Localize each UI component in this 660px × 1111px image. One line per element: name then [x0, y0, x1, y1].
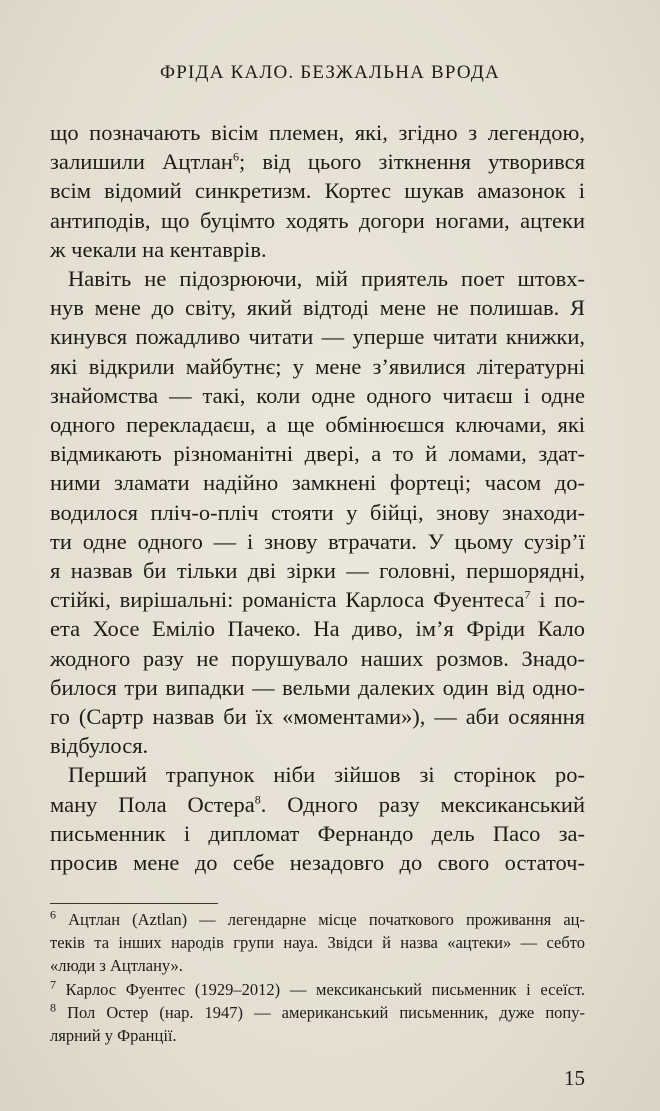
footnote-line: «люди з Ацтлану».: [50, 956, 183, 976]
text-line: Перший трапунок ніби зійшов зі сторінок ро-: [68, 762, 585, 788]
text-line: знайомства — такі, коли одне одного читаєш і одне: [50, 382, 585, 408]
text-line: залишили Ацтлан$^6$; від цього зіткнення утворився: [50, 149, 586, 175]
text-line: го (Сартр назвав би їх «моментами»), — аби осяяння: [50, 704, 585, 730]
footnote-7: [50, 978, 585, 1001]
text-line: ета Хосе Еміліо Пачеко. На диво, ім’я Фріди Кало: [50, 616, 585, 642]
text-line: ними зламати надійно замкнені фортеці; часом до-: [50, 470, 585, 496]
footnotes: [50, 908, 585, 1047]
footnote-line: $^6$ Ацтлан (Aztlan) — легендарне місце початкового проживання ац-: [50, 907, 585, 929]
text-line: ж чекали на кентаврів.: [50, 236, 267, 262]
text-line: відбулося.: [50, 733, 149, 759]
text-line: просив мене до себе незадовго до свого остаточ-: [50, 850, 585, 876]
text-line: всім відомий синкретизм. Кортес шукав амазонок і: [50, 178, 585, 204]
footnote-6: [50, 908, 585, 978]
text-line: антиподів, що буцімто ходять догори ногами, ацтеки: [50, 207, 585, 233]
footnote-8: [50, 1001, 585, 1047]
footnote-divider: [50, 903, 218, 904]
text-line: які відкрили майбутнє; у мене з’явилися літературні: [50, 353, 585, 379]
paragraph-1: [50, 118, 585, 264]
footnote-line: теків та інших народів групи науа. Звідси й назва «ацтеки» — себто: [50, 933, 585, 953]
text-line: відмикають різноманітні двері, а то й ломами, здат-: [50, 441, 585, 467]
footnote-number: 7: [50, 977, 56, 992]
footnote-ref[interactable]: 7: [524, 587, 531, 602]
footnote-ref[interactable]: 6: [232, 149, 239, 164]
text-line: билося три випадки — вельми далеких один від одно-: [50, 674, 585, 700]
text-line: Навіть не підозрюючи, мій приятель поет штовх-: [68, 266, 585, 292]
footnote-number: 8: [50, 1000, 56, 1015]
text-line: що позначають вісім племен, які, згідно з легендою,: [50, 120, 585, 145]
text-line: я назвав би тільки дві зірки — головні, першорядні,: [50, 558, 585, 584]
text-line: ману Пола Остера$^8$. Одного разу мексиканський: [50, 791, 586, 817]
running-head: ФРІДА КАЛО. БЕЗЖАЛЬНА ВРОДА: [160, 62, 500, 83]
text-line: ти одне одного — і знову втрачати. У цьому сузір’ї: [50, 528, 585, 554]
paragraph-3: [50, 760, 585, 877]
text-line: одного перекладаєш, а ще обмінюєшся ключами, які: [50, 412, 585, 438]
text-line: кинувся пожадливо читати — уперше читати книжки,: [50, 324, 585, 350]
text-line: стійкі, вирішальні: романіста Карлоса Фуентеса$^7$ і по-: [50, 587, 585, 613]
text-line: жодного разу не порушувало наших розмов. Знадо-: [50, 645, 585, 671]
page-number: 15: [564, 1066, 585, 1090]
text-line: нув мене до світу, який відтоді мене не полишав. Я: [50, 295, 585, 321]
footnote-line: лярний у Франції.: [50, 1026, 177, 1046]
text-line: письменник і дипломат Фернандо дель Пасо за-: [50, 820, 585, 846]
paragraph-2: [50, 264, 585, 760]
text-line: водилося пліч-о-пліч стояти у бійці, знову знаходи-: [50, 499, 585, 525]
footnote-line: $^8$ Пол Остер (нар. 1947) — американський письменник, дуже попу-: [50, 1000, 585, 1022]
footnote-line: $^7$ Карлос Фуентес (1929–2012) — мексиканський письменник і есеїст.: [50, 977, 585, 999]
body-text: [50, 118, 585, 877]
footnote-ref[interactable]: 8: [254, 792, 261, 807]
footnote-number: 6: [50, 907, 56, 922]
